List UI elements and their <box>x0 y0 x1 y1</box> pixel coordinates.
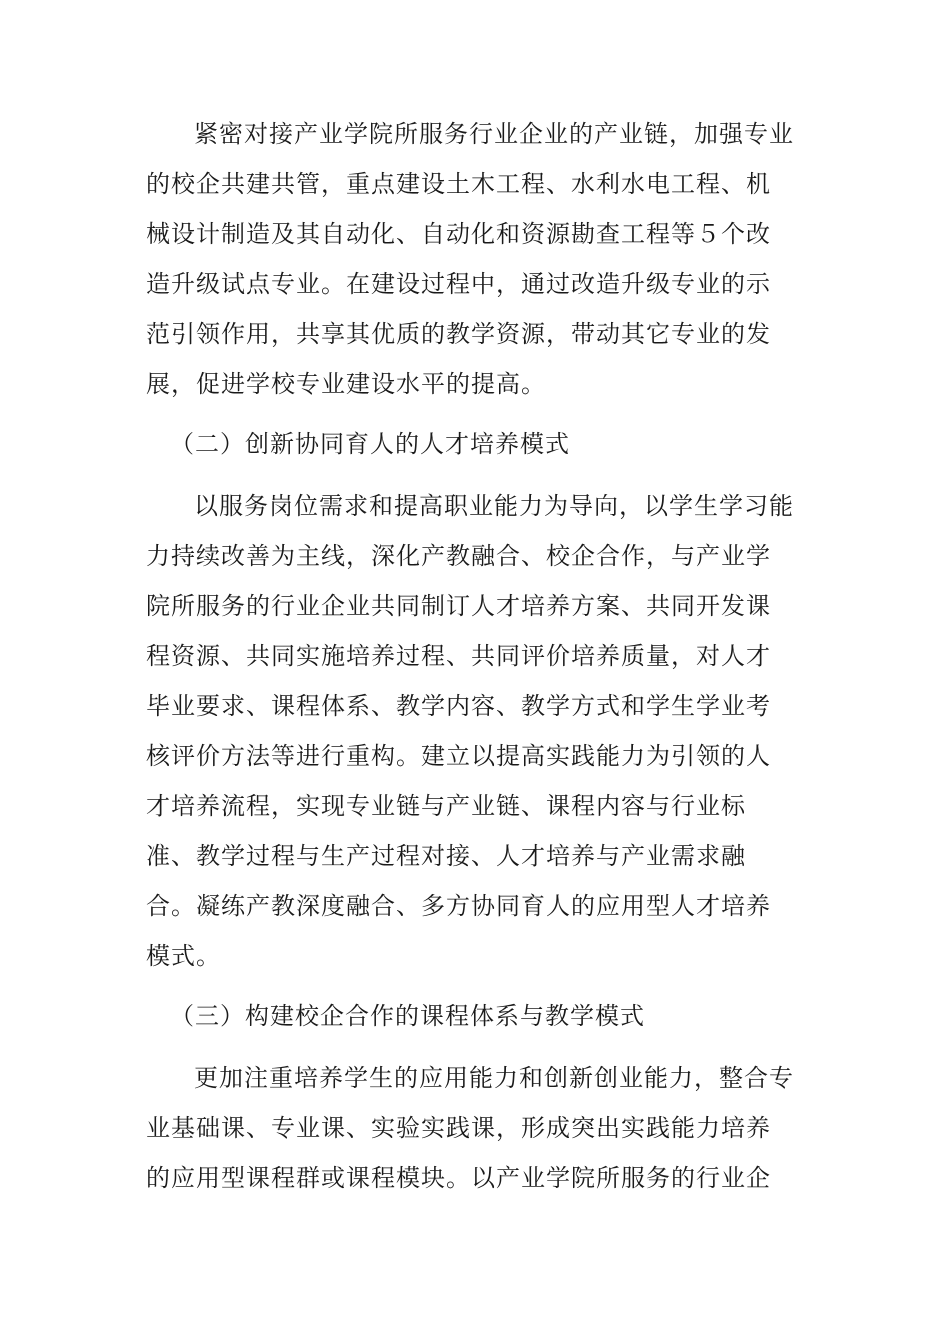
paragraph-line: 模式。 <box>146 942 221 970</box>
paragraph-line: 准、教学过程与生产过程对接、人才培养与产业需求融 <box>146 842 746 870</box>
section-heading-3: （三）构建校企合作的课程体系与教学模式 <box>170 1002 645 1030</box>
paragraph-line: 展，促进学校专业建设水平的提高。 <box>146 370 546 398</box>
paragraph-line: 业基础课、专业课、实验实践课，形成突出实践能力培养 <box>146 1114 771 1142</box>
paragraph-line: 紧密对接产业学院所服务行业企业的产业链，加强专业 <box>194 120 794 148</box>
paragraph-line: 才培养流程，实现专业链与产业链、课程内容与行业标 <box>146 792 746 820</box>
paragraph-line: 的校企共建共管，重点建设土木工程、水利水电工程、机 <box>146 170 771 198</box>
paragraph-line: 的应用型课程群或课程模块。以产业学院所服务的行业企 <box>146 1164 771 1192</box>
paragraph-line: 毕业要求、课程体系、教学内容、教学方式和学生学业考 <box>146 692 771 720</box>
paragraph-line: 以服务岗位需求和提高职业能力为导向，以学生学习能 <box>194 492 794 520</box>
paragraph-line: 合。凝练产教深度融合、多方协同育人的应用型人才培养 <box>146 892 771 920</box>
paragraph-line: 械设计制造及其自动化、自动化和资源勘查工程等５个改 <box>146 220 771 248</box>
paragraph-line: 程资源、共同实施培养过程、共同评价培养质量，对人才 <box>146 642 771 670</box>
section-heading-2: （二）创新协同育人的人才培养模式 <box>170 430 570 458</box>
paragraph-line: 造升级试点专业。在建设过程中，通过改造升级专业的示 <box>146 270 771 298</box>
paragraph-line: 核评价方法等进行重构。建立以提高实践能力为引领的人 <box>146 742 771 770</box>
paragraph-line: 更加注重培养学生的应用能力和创新创业能力，整合专 <box>194 1064 794 1092</box>
paragraph-line: 范引领作用，共享其优质的教学资源，带动其它专业的发 <box>146 320 771 348</box>
paragraph-line: 力持续改善为主线，深化产教融合、校企合作，与产业学 <box>146 542 771 570</box>
paragraph-line: 院所服务的行业企业共同制订人才培养方案、共同开发课 <box>146 592 771 620</box>
